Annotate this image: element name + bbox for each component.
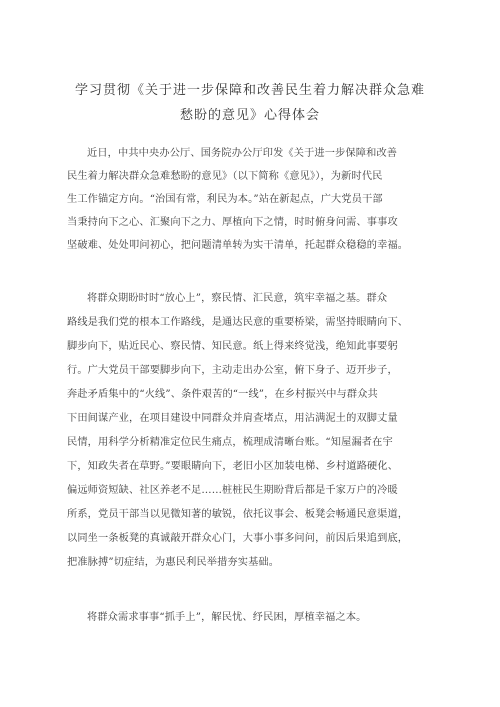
document-title-line-2: 愁盼的意见》心得体会 [179,108,320,123]
paragraph-line: 偏远师资短缺、社区养老不足……桩桩民生期盼背后都是千家万户的冷暖 [67,485,398,496]
paragraph-line: 近日，中共中央办公厅、国务院办公厅印发《关于进一步保障和改善 [87,148,398,159]
paragraph-line: 奔赴矛盾集中的“火线”、条件艰苦的“一线”，在乡村振兴中与群众共 [67,389,378,400]
document-title-line-1: 学习贯彻《关于进一步保障和改善民生着力解决群众急难 [74,83,425,98]
paragraph-line: 当秉持向下之心、汇聚向下之力、厚植向下之情，时时俯身问需、事事攻 [67,217,398,228]
paragraph-line: 把准脉搏”切症结，为惠民利民举措夯实基础。 [67,557,280,568]
paragraph-line: 所系，党员干部当以见微知著的敏锐，依托议事会、板凳会畅通民意渠道， [67,509,409,520]
paragraph-line: 脚步向下，贴近民心、察民情、知民意。纸上得来终觉浅，绝知此事要躬 [67,341,398,352]
paragraph-line: 以同坐一条板凳的真诚敲开群众心门，大事小事多问问，前因后果追到底， [67,533,409,544]
paragraph-line: 将群众期盼时时“放心上”，察民情、汇民意，筑牢幸福之基。群众 [87,293,388,304]
paragraph-line: 民生着力解决群众急难愁盼的意见》（以下简称《意见》），为新时代民 [67,171,383,182]
paragraph-line: 下田间谋产业，在项目建设中同群众并肩查堵点，用沾满泥土的双脚丈量 [67,413,398,424]
paragraph-line: 下，知政失者在草野。”要眼睛向下，老旧小区加装电梯、乡村道路硬化、 [67,461,399,472]
paragraph-line: 生工作锚定方向。“治国有常，利民为本。”站在新起点，广大党员干部 [67,194,383,205]
paragraph-line: 行。广大党员干部要脚步向下，主动走出办公室，俯下身子、迈开步子， [67,365,398,376]
paragraph-line: 坚破难、处处叩问初心，把问题清单转为实干清单，托起群众稳稳的幸福。 [67,240,409,251]
paragraph-line: 路线是我们党的根本工作路线，是通达民意的重要桥梁，需坚持眼睛向下、 [67,317,409,328]
paragraph-line: 将群众需求事事“抓手上”，解民忧、纾民困，厚植幸福之本。 [87,612,367,623]
paragraph-line: 民情，用科学分析精准定位民生痛点，梳理成清晰台账。“知屋漏者在宇 [67,437,393,448]
